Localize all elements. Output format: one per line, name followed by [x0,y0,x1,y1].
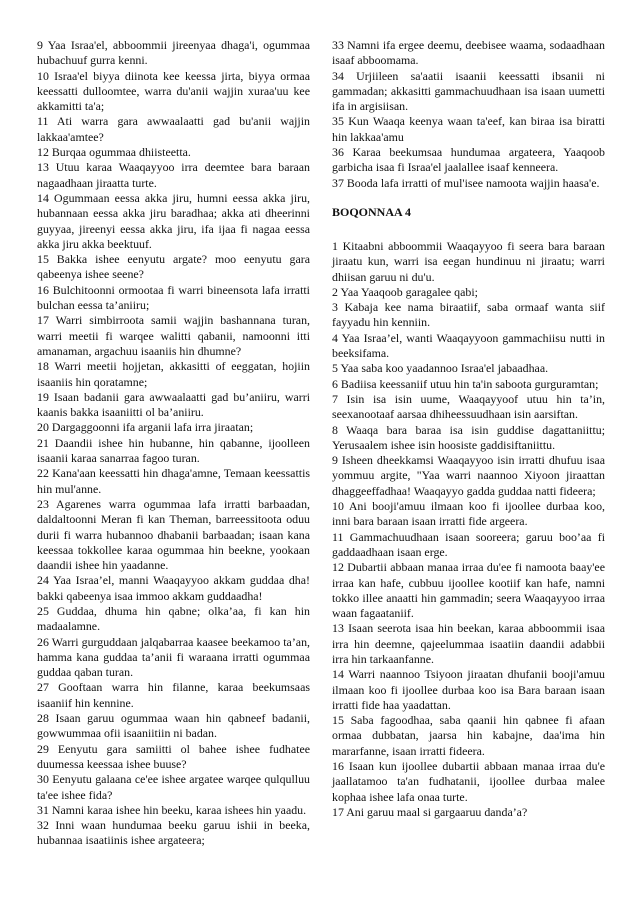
verse: 10 Israa'el biyya diinota kee keessa jirta, biyya ormaa keessatti dulloomtee, warra du'anii wajjin xuraa'uu kee akkamitti ta'a; [37,68,310,114]
verse: 8 Waaqa bara baraa isa isin guddise dagattaniittu; Yerusaalem ishee isin hoosiste gaddisiftaniittu. [332,422,605,452]
verse: 20 Dargaggoonni ifa arganii lafa irra jiraatan; [37,420,254,435]
verse: 3 Kabaja kee nama biraatiif, saba ormaaf wanta siif fayyadu hin kenniin. [332,300,605,330]
verse: 5 Yaa saba koo yaadannoo Israa'el jabaadhaa. [332,361,549,376]
verse: 14 Warri naannoo Tsiyoon jiraatan dhufanii booji'amuu ilmaan koo fi ijoollee durbaa koo isa Bara baraan isaan irratti fide haa yaadattan. [332,667,605,712]
verse: 37 Booda lafa irratti of mul'isee namoota wajjin haasa'e. [332,175,600,190]
verse: 32 Inni waan hundumaa beeku garuu ishii in beeka, hubannaa isaatiinis ishee argateera; [37,818,310,848]
verse: 12 Burqaa ogummaa dhiisteetta. [37,145,191,160]
verse: 16 Isaan kun ijoollee dubartii abbaan manaa irraa du'e jaallatamoo ta'an fudhatanii, ijoollee durbaa malee kophaa ishee lafa onaa turte. [332,759,605,804]
verse: 23 Agarenes warra ogummaa lafa irratti barbaadan, daldaltoonni Meran fi kan Theman, barreessitoota oduu durii fi warra hubannoo dhabanii barbaadan; isaan kana keessaa tokkollee karaa ogummaa hin beekne, yookaan daandii ishee hin yaadanne. [37,496,310,573]
verse: 16 Bulchitoonni ormootaa fi warri bineensota lafa irratti bulchan eessa ta’aniiru; [37,282,310,313]
right-column [332,38,605,902]
verse: 7 Isin isa isin uume, Waaqayyoof utuu hin ta’in, seexanootaaf aarsaa dhiheessuudhaan isin aarsiftan. [332,391,605,422]
verse: 13 Utuu karaa Waaqayyoo irra deemtee bara baraan nagaadhaan jiraatta turte. [37,160,310,190]
verse: 35 Kun Waaqa keenya waan ta'eef, kan biraa isa biratti hin lakkaa'amu [332,114,605,144]
verse: 26 Warri gurguddaan jalqabarraa kaasee beekamoo ta’an, hamma kana guddaa ta’anii fi waraana irratti ogummaa guddaa qaban turan. [37,634,310,680]
verse: 13 Isaan seerota isaa hin beekan, karaa abboommii isaa irra hin deemne, qajeelummaa isaatiin daandii adabbii irra hin tarkaanfanne. [332,621,605,666]
chapter-heading: BOQONNAA 4 [332,204,412,219]
verse: 14 Ogummaan eessa akka jiru, humni eessa akka jiru, hubannaan eessa akka jiru baradhaa; akka ati dheerinni guyyaa, jireenyi eessa akka jiru, ifa ijaa fi nagaa eessa akka jiru akka beektuuf. [37,190,310,251]
verse: 29 Eenyutu gara samiitti ol bahee ishee fudhatee duumessa keessaa ishee buuse? [37,741,310,771]
verse: 18 Warri meetii hojjetan, akkasitti of eeggatan, hojiin isaaniis hin qoratamne; [37,359,310,389]
verse: 25 Guddaa, dhuma hin qabne; olka’aa, fi kan hin madaalamne. [37,603,310,634]
verse: 15 Bakka ishee eenyutu argate? moo eenyutu gara qabeenya ishee seene? [37,252,310,282]
verse: 10 Ani booji'amuu ilmaan koo fi ijoollee durbaa koo, inni bara baraan isaan irratti fide argeera. [332,499,605,529]
verse: 1 Kitaabni abboommii Waaqayyoo fi seera bara baraan jiraatu kun, warri isa eegan hundinuu ni jiraatu; warri dhiisan garuu ni du'u. [332,238,605,284]
verse: 30 Eenyutu galaana ce'ee ishee argatee warqee qulqulluu ta'ee ishee fida? [37,772,310,802]
verse: 28 Isaan garuu ogummaa waan hin qabneef badanii, gowwummaa ofii isaaniitiin ni badan. [37,711,310,741]
verse: 4 Yaa Israa’el, wanti Waaqayyoon gammachiisu nutti in beeksifama. [332,330,605,361]
verse: 27 Gooftaan warra hin filanne, karaa beekumsaas isaaniif hin kennine. [37,680,310,710]
verse: 17 Ani garuu maal si gargaaruu danda’a? [332,804,528,819]
verse: 6 Badiisa keessaniif utuu hin ta'in saboota gurguramtan; [332,376,599,391]
verse: 21 Daandii ishee hin hubanne, hin qabanne, ijoolleen isaanii karaa sanarraa fagoo turan. [37,435,310,466]
verse: 36 Karaa beekumsaa hundumaa argateera, Yaaqoob garbicha isaa fi Israa'el jaalallee isaaf kenneera. [332,145,605,175]
verse: 22 Kana'aan keessatti hin dhaga'amne, Temaan keessattis hin mul'anne. [37,466,310,496]
verse: 9 Yaa Israa'el, abboommii jireenyaa dhaga'i, ogummaa hubachuuf gurra kenni. [37,38,310,68]
verse: 15 Saba fagoodhaa, saba qaanii hin qabnee fi afaan ormaa dubbatan, jaarsa hin kabajne, daa'ima hin mararfanne, isaan irratti fideera. [332,713,605,758]
verse: 33 Namni ifa ergee deemu, deebisee waama, sodaadhaan isaaf abboomama. [332,38,605,68]
verse: 2 Yaa Yaaqoob garagalee qabi; [332,284,478,299]
verse: 11 Ati warra gara awwaalaatti gad bu'anii wajjin lakkaa'amtee? [37,114,310,144]
verse: 34 Urjiileen sa'aatii isaanii keessatti ibsanii ni gammadan; akkasitti gammachuudhaan isa isaan uumetti ifa in argisiisan. [332,68,605,114]
verse: 19 Isaan badanii gara awwaalaatti gad bu’aniiru, warri kaanis bakka isaaniitti ol ba’aniiru. [37,389,310,420]
verse: 9 Isheen dheekkamsi Waaqayyoo isin irratti dhufuu isaa yommuu argite, "Yaa warri naannoo Xiyoon jiraattan dhaggeeffadhaa! Waaqayyo gadda guddaa natti fideera; [332,453,605,498]
verse: 24 Yaa Israa’el, manni Waaqayyoo akkam guddaa dha! bakki qabeenya isaa immoo akkam guddaadha! [37,573,310,603]
verse: 31 Namni karaa ishee hin beeku, karaa ishees hin yaadu. [37,802,307,817]
verse: 12 Dubartii abbaan manaa irraa du'ee fi namoota baay'ee irraa kan hafe, cubbuu ijoollee kootiif kan hafe, namni tokko illee anaatti hin gammadin; seera Waaqayyoo irraa waan fagaataniif. [332,560,605,621]
verse: 11 Gammachuudhaan isaan sooreera; garuu boo’aa fi gaddaadhaan isaan erge. [332,529,605,559]
verse: 17 Warri simbirroota samii wajjin bashannana turan, warri meetii fi warqee walitti qabanii, namoonni itti amanaman, argachuu isaaniis hin dhumne? [37,313,310,358]
left-column [37,38,310,902]
